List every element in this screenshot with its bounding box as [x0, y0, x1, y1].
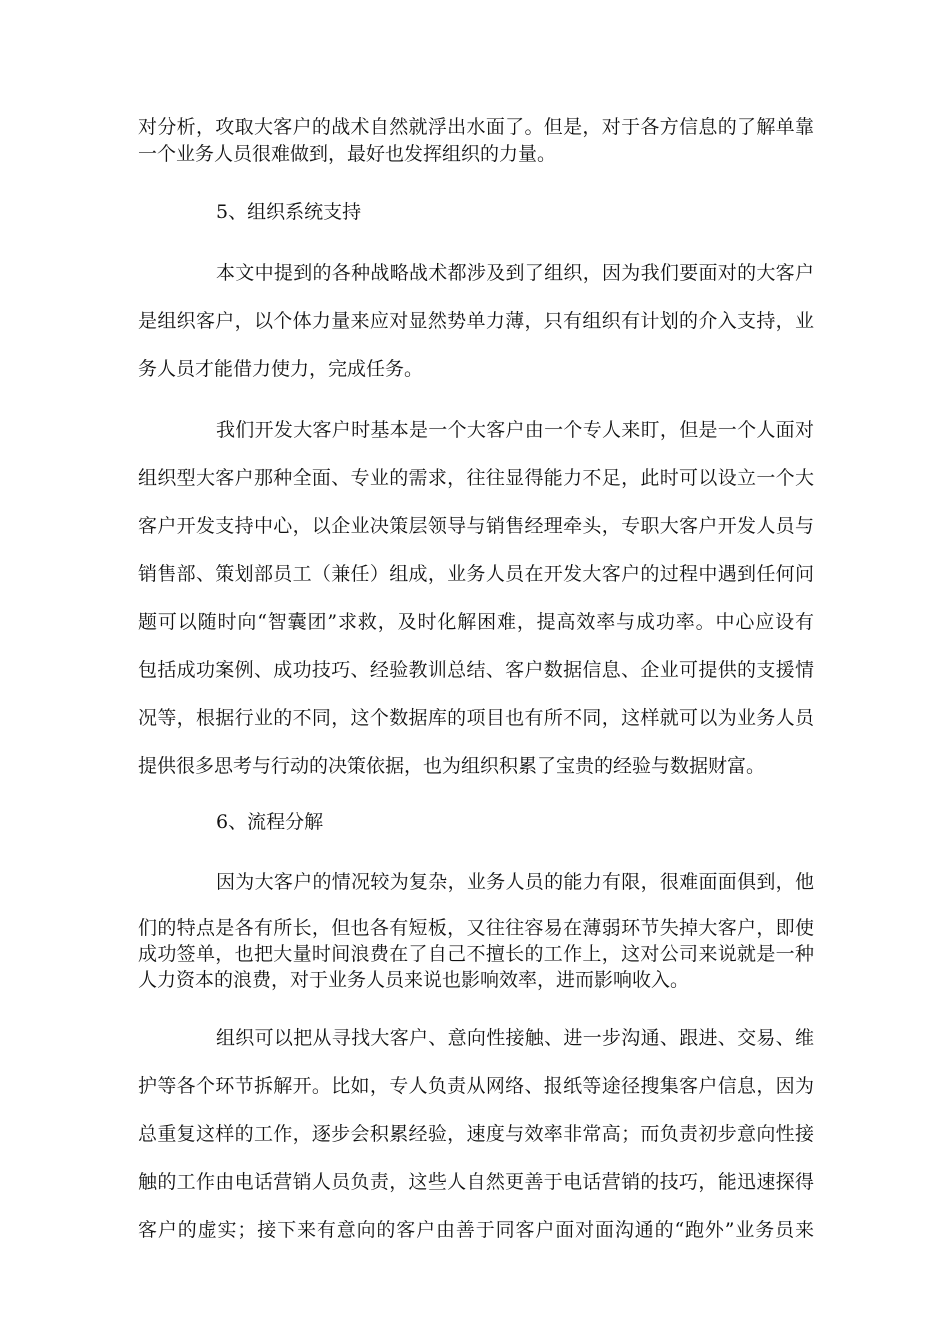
paragraph-line: 本文中提到的各种战略战术都涉及到了组织，因为我们要面对的大客户: [216, 262, 814, 284]
paragraph-line: 务人员才能借力使力，完成任务。: [138, 358, 424, 380]
paragraph-line: 题可以随时向“智囊团”求救，及时化解困难，提高效率与成功率。中心应设有: [138, 611, 814, 633]
paragraph-line: 销售部、策划部员工（兼任）组成，业务人员在开发大客户的过程中遇到任何问: [138, 563, 814, 585]
paragraph-line: 总重复这样的工作，逐步会积累经验，速度与效率非常高；而负责初步意向性接: [138, 1123, 814, 1145]
paragraph-line: 包括成功案例、成功技巧、经验教训总结、客户数据信息、企业可提供的支援情: [138, 659, 814, 681]
section-heading: 5、组织系统支持: [216, 201, 362, 223]
paragraph-line: 组织型大客户那种全面、专业的需求，往往显得能力不足，此时可以设立一个大: [138, 467, 814, 489]
paragraph-line: 成功签单，也把大量时间浪费在了自己不擅长的工作上，这对公司来说就是一种: [138, 943, 814, 965]
paragraph-line: 因为大客户的情况较为复杂，业务人员的能力有限，很难面面俱到，他: [216, 871, 814, 893]
paragraph-line: 况等，根据行业的不同，这个数据库的项目也有所不同，这样就可以为业务人员: [138, 707, 814, 729]
paragraph-line: 触的工作由电话营销人员负责，这些人自然更善于电话营销的技巧，能迅速探得: [138, 1171, 814, 1193]
section-heading: 6、流程分解: [216, 811, 324, 833]
paragraph-line: 对分析，攻取大客户的战术自然就浮出水面了。但是，对于各方信息的了解单靠: [138, 116, 814, 138]
paragraph-line: 一个业务人员很难做到，最好也发挥组织的力量。: [138, 143, 557, 165]
paragraph-line: 组织可以把从寻找大客户、意向性接触、进一步沟通、跟进、交易、维: [216, 1027, 814, 1049]
paragraph-line: 客户开发支持中心，以企业决策层领导与销售经理牵头，专职大客户开发人员与: [138, 515, 814, 537]
paragraph-line: 人力资本的浪费，对于业务人员来说也影响效率，进而影响收入。: [138, 969, 690, 991]
paragraph-line: 是组织客户，以个体力量来应对显然势单力薄，只有组织有计划的介入支持，业: [138, 310, 814, 332]
paragraph-line: 客户的虚实；接下来有意向的客户由善于同客户面对面沟通的“跑外”业务员来: [138, 1219, 814, 1241]
paragraph-line: 们的特点是各有所长，但也各有短板，又往往容易在薄弱环节失掉大客户，即使: [138, 917, 814, 939]
paragraph-line: 提供很多思考与行动的决策依据，也为组织积累了宝贵的经验与数据财富。: [138, 755, 766, 777]
paragraph-line: 护等各个环节拆解开。比如，专人负责从网络、报纸等途径搜集客户信息，因为: [138, 1075, 814, 1097]
paragraph-line: 我们开发大客户时基本是一个大客户由一个专人来盯，但是一个人面对: [216, 419, 814, 441]
